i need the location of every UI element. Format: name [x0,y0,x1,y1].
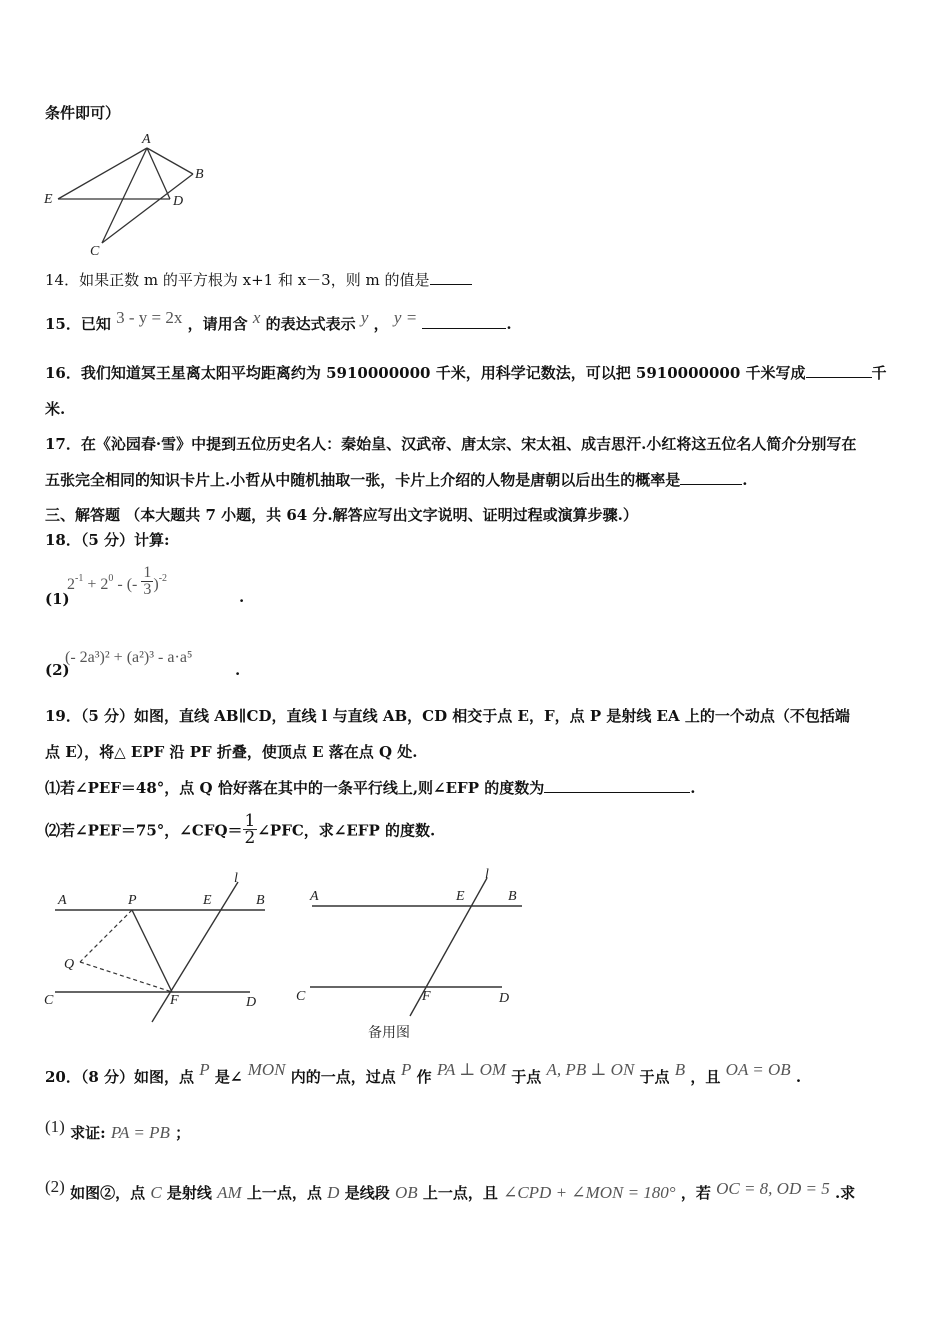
q18-p2-end: . [235,661,241,679]
q20-line1: 20．（8 分）如图，点 P 是∠ MON 内的一点，过点 P 作 PA ⊥ OM 于点 A, PB ⊥ ON 于点 B ，且 OA = OB . [45,1060,802,1086]
figure-triangle [40,130,220,260]
q19-p1-text: ⑴若∠PEF＝48°，点 Q 恰好落在其中的一条平行线上,则∠EFP 的度数为 [45,779,545,797]
q19-figure-main [40,866,270,1026]
fig1-label-E: E [44,192,53,207]
q19-part2 [45,811,436,848]
q19-p2-a: ⑵若∠PEF＝75°，∠CFQ＝ [45,821,243,840]
fig19a-label-l: l [234,871,238,886]
question-16 [45,363,887,383]
q18-p1-label: (1) [45,590,70,608]
fig19b-label-E: E [456,889,465,904]
q15-prefix: 15．已知 [45,315,111,333]
fig19a-label-C: C [44,993,54,1008]
q18-p1-expression: $2^{-1} + 2^0$ - (- $\frac{1}{3}$ )$^{-2}$ [67,564,168,598]
q14-answer-blank[interactable] [430,270,472,285]
q20-part1: (1) 求证: PA = PB ； [45,1117,191,1142]
q16-line2: 米. [45,400,66,418]
line-l [152,882,238,1022]
q20-PA-equals-PB: PA = PB [110,1123,170,1142]
q18-p1-end: . [239,588,245,606]
fig19a-label-B: B [256,893,265,908]
q18-p2-label: (2) [45,661,70,679]
q19-line1: 19．（5 分）如图，直线 AB∥CD，直线 l 与直线 AB，CD 相交于点 E，F，点 P 是射线 EA 上的一个动点（不包括端 [45,707,850,725]
segment-PQ [80,910,132,962]
q14-text: 14．如果正数 m 的平方根为 x+1 和 x－3，则 m 的值是 [45,271,430,289]
q20-angle-MON: MON [247,1060,286,1079]
fig19b-label-F: F [422,989,431,1004]
fig19a-label-E: E [203,893,212,908]
q15-var-y: y [360,308,369,327]
fig19b-caption: 备用图 [368,1025,410,1041]
segment-QF [80,962,172,992]
q15-comma: ， [373,315,389,333]
q20-part2: (2) 如图②，点 C 是射线 AM 上一点，点 D 是线段 OB 上一点，且 ∠CPD + ∠MON = 180° ，若 OC = 8, OD = 5 .求 [45,1177,856,1202]
fig19a-label-D: D [246,995,257,1010]
segment-PF [132,910,172,992]
q20-lengths: OC = 8, OD = 5 [716,1179,830,1198]
fig19b-label-D: D [499,991,510,1006]
q15-var-x: x [252,308,261,327]
fig19a-label-A: A [58,893,67,908]
segment-AD [147,148,170,199]
segment-AB [147,148,193,174]
intro-text: 条件即可） [45,104,121,122]
q15-equation: 3 - y = 2x [116,308,183,327]
fig19b-label-B: B [508,889,517,904]
q17-end: . [742,471,748,489]
fig1-label-D: D [173,194,184,209]
q19-part1 [45,778,695,798]
q15-answer-blank[interactable] [422,314,506,329]
q20-angle-sum: ∠CPD + ∠MON = 180° [503,1183,676,1202]
q17-line2 [45,470,747,490]
q19-answer-blank[interactable] [544,778,690,793]
fig19b-label-C: C [296,989,306,1004]
fig19a-label-F: F [170,993,179,1008]
q15-y-equals: y = [393,308,418,327]
q15-mid: ，请用含 [187,315,248,333]
q19-figure-spare [290,866,530,1046]
q19-p2-b: ∠PFC，求∠EFP 的度数. [257,821,436,840]
q16-answer-blank[interactable] [806,363,872,378]
q15-end: . [506,315,512,333]
question-15 [45,308,512,334]
q19-p1-end: . [690,779,696,797]
q20-A-PB-perp-ON: A, PB ⊥ ON [546,1060,635,1079]
q15-mid2: 的表达式表示 [265,315,356,333]
q16-unit: 千 [871,364,887,382]
segment-AE [58,148,147,199]
q20-PA-perp-OM: PA ⊥ OM [436,1060,507,1079]
section-3-heading: 三、解答题 （本大题共 7 小题，共 64 分.解答应写出文字说明、证明过程或演算步骤.） [45,506,638,524]
q20-point-P: P [199,1060,210,1079]
q18-p2-expression: (- 2a³)² + (a²)³ - a·a⁵ [65,649,193,666]
fig1-label-A: A [142,132,151,147]
q18-title: 18．（5 分）计算: [45,531,170,549]
fig1-label-B: B [195,167,204,182]
segment-AC [102,148,147,243]
q19-line2: 点 E），将△ EPF 沿 PF 折叠，使顶点 E 落在点 Q 处. [45,743,418,761]
fig1-label-C: C [90,244,100,259]
q17-line1: 17．在《沁园春·雪》中提到五位历史名人：秦始皇、汉武帝、唐太宗、宋太祖、成吉思汗.小红将这五位名人简介分别写在 [45,435,857,453]
fig19a-label-Q: Q [64,957,75,972]
fig19a-label-P: P [128,893,137,908]
q17-line2-text: 五张完全相同的知识卡片上.小哲从中随机抽取一张，卡片上介绍的人物是唐朝以后出生的概率是 [45,471,681,489]
fig19b-label-A: A [310,889,319,904]
q17-answer-blank[interactable] [680,470,742,485]
q16-line1: 16．我们知道冥王星离太阳平均距离约为 5910000000 千米，用科学记数法，可以把 5910000000 千米写成 [45,364,806,382]
q20-OA-equals-OB: OA = OB [725,1060,791,1079]
question-14 [45,270,472,290]
fig19b-label-l: l [485,867,489,882]
q19-fraction: $\frac{1}{2}$ [244,811,256,848]
